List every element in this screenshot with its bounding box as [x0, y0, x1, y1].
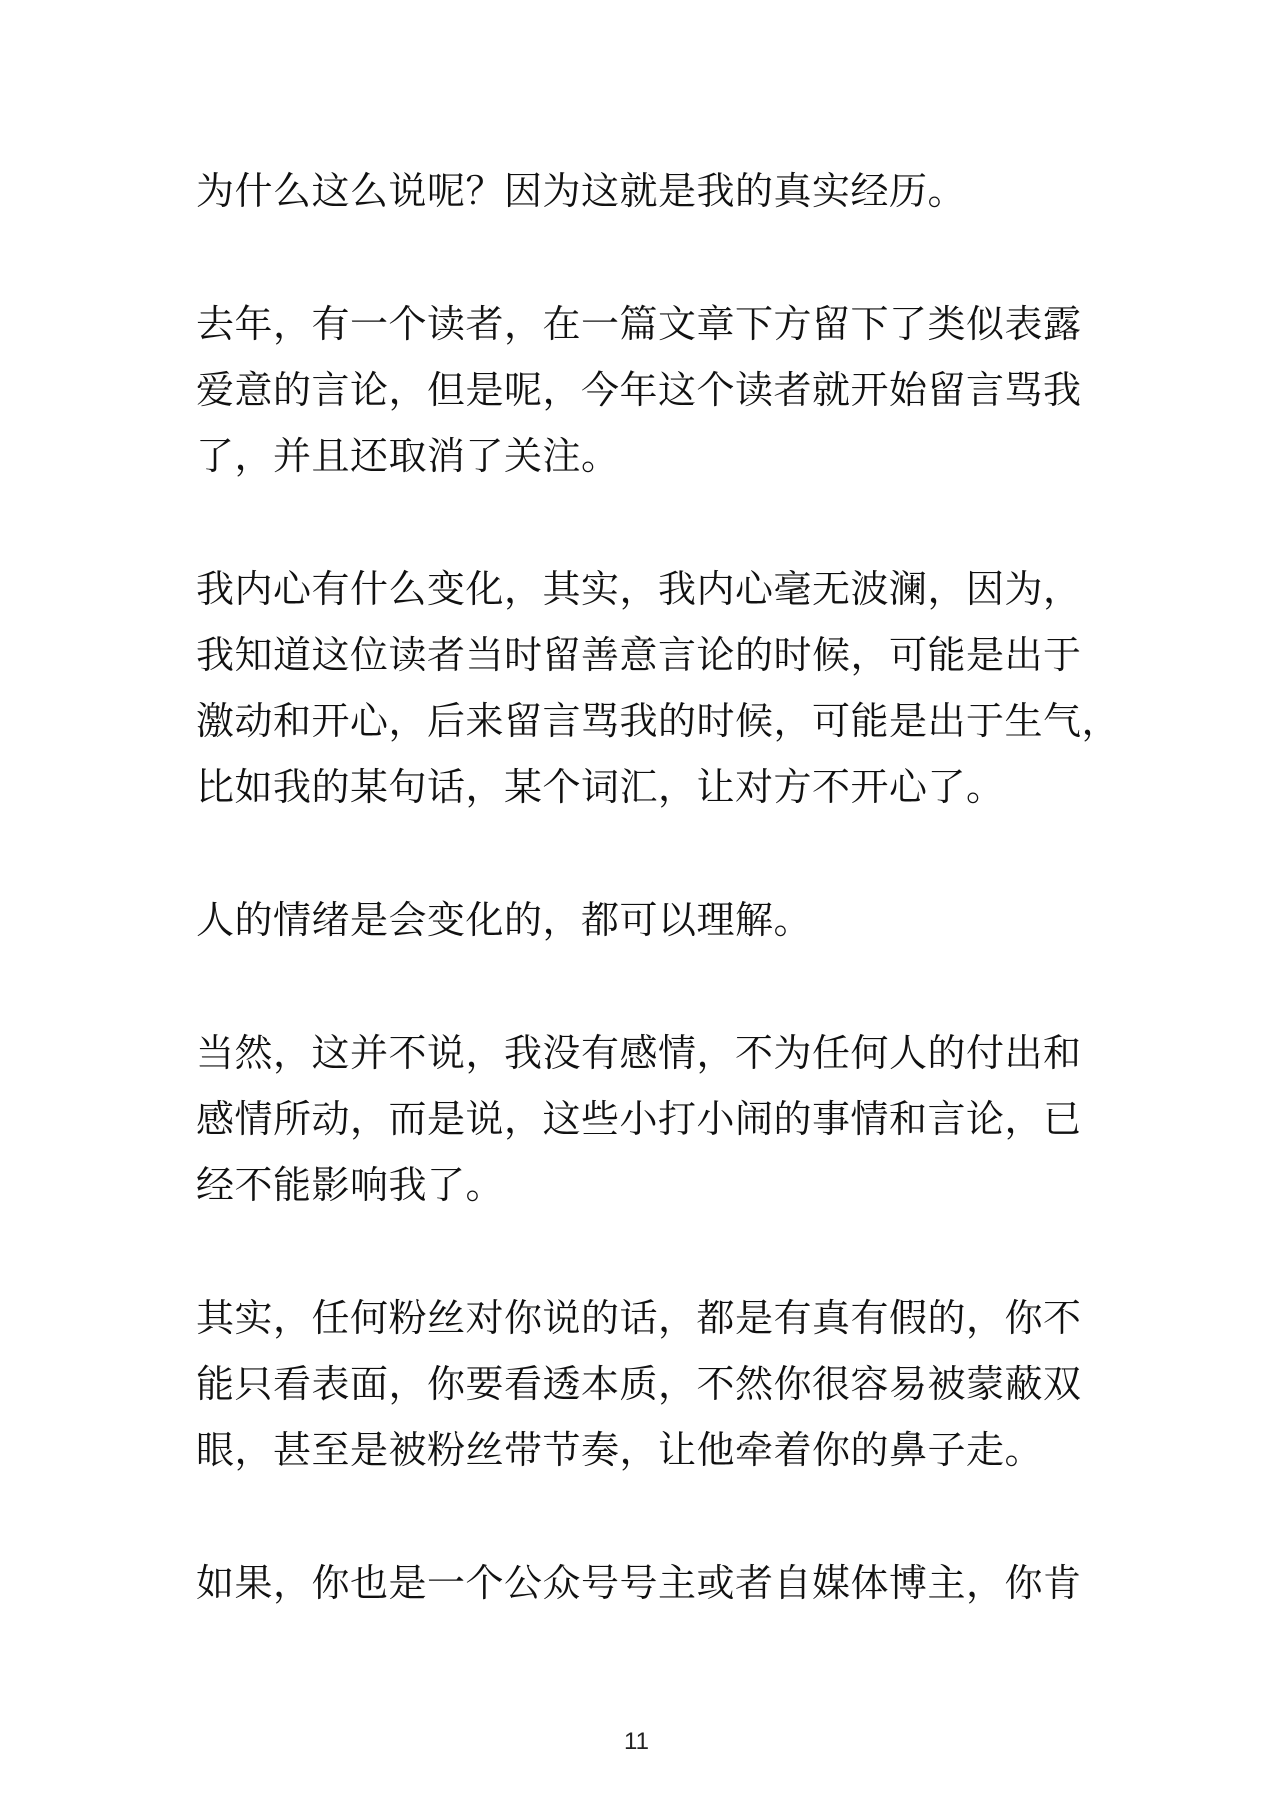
- text-line: 爱意的言论，但是呢，今年这个读者就开始留言骂我: [196, 368, 1082, 412]
- text-line: 眼，甚至是被粉丝带节奏，让他牵着你的鼻子走。: [196, 1428, 1044, 1472]
- text-line: 当然，这并不说，我没有感情，不为任何人的付出和: [196, 1031, 1082, 1075]
- text-line: 我知道这位读者当时留善意言论的时候，可能是出于: [196, 633, 1082, 677]
- text-line: 我内心有什么变化，其实，我内心毫无波澜，因为，: [196, 567, 1082, 611]
- text-line: 激动和开心，后来留言骂我的时候，可能是出于生气，: [196, 699, 1121, 743]
- text-line: 能只看表面，你要看透本质，不然你很容易被蒙蔽双: [196, 1362, 1082, 1406]
- text-line: 比如我的某句话，某个词汇，让对方不开心了。: [196, 765, 1005, 809]
- text-line: 人的情绪是会变化的，都可以理解。: [196, 898, 813, 942]
- text-line: 去年，有一个读者，在一篇文章下方留下了类似表露: [196, 302, 1082, 346]
- text-line: 如果，你也是一个公众号号主或者自媒体博主，你肯: [196, 1561, 1082, 1605]
- page-number: 11: [624, 1728, 649, 1755]
- text-line: 经不能影响我了。: [196, 1163, 505, 1207]
- text-line: 感情所动，而是说，这些小打小闹的事情和言论，已: [196, 1097, 1082, 1141]
- text-line: 为什么这么说呢？因为这就是我的真实经历。: [196, 169, 967, 213]
- text-line: 了，并且还取消了关注。: [196, 434, 620, 478]
- text-line: 其实，任何粉丝对你说的话，都是有真有假的，你不: [196, 1296, 1082, 1340]
